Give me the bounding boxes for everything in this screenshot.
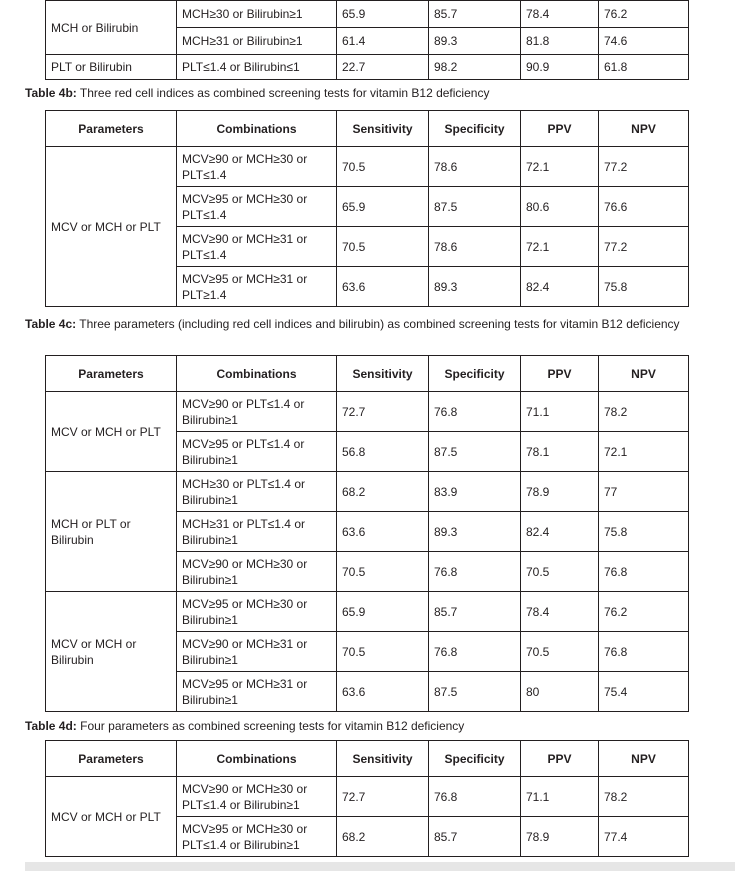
specificity-cell: 87.5 — [429, 187, 521, 227]
specificity-cell: 76.8 — [429, 632, 521, 672]
table-row — [46, 147, 689, 187]
combination-cell: MCV≥95 or MCH≥30 or Bilirubin≥1 — [177, 592, 337, 632]
sensitivity-cell: 61.4 — [337, 28, 429, 55]
column-header: NPV — [599, 111, 689, 147]
sensitivity-cell: 70.5 — [337, 552, 429, 592]
column-header: PPV — [521, 356, 599, 392]
combination-cell: MCV≥90 or MCH≥31 or Bilirubin≥1 — [177, 632, 337, 672]
column-header: PPV — [521, 741, 599, 777]
table-row — [46, 1, 689, 28]
parameter-cell: MCV or MCH or PLT — [46, 147, 177, 307]
npv-cell: 61.8 — [599, 55, 689, 80]
caption-text: Three parameters (including red cell indices and bilirubin) as combined screening tests for vitamin B12 deficiency — [76, 317, 680, 331]
npv-cell: 77.4 — [599, 817, 689, 857]
column-header: Parameters — [46, 111, 177, 147]
table-header-row — [46, 111, 689, 147]
parameter-cell: PLT or Bilirubin — [46, 55, 177, 80]
specificity-cell: 76.8 — [429, 777, 521, 817]
npv-cell: 78.2 — [599, 392, 689, 432]
specificity-cell: 78.6 — [429, 147, 521, 187]
column-header: Specificity — [429, 741, 521, 777]
npv-cell: 74.6 — [599, 28, 689, 55]
sensitivity-cell: 63.6 — [337, 512, 429, 552]
table-row — [46, 55, 689, 80]
ppv-cell: 80 — [521, 672, 599, 712]
ppv-cell: 90.9 — [521, 55, 599, 80]
column-header: Combinations — [177, 356, 337, 392]
sensitivity-cell: 68.2 — [337, 817, 429, 857]
sensitivity-cell: 70.5 — [337, 147, 429, 187]
column-header: Parameters — [46, 356, 177, 392]
specificity-cell: 85.7 — [429, 1, 521, 28]
parameter-cell: MCV or MCH or PLT — [46, 777, 177, 857]
combination-cell: MCV≥90 or MCH≥30 or Bilirubin≥1 — [177, 552, 337, 592]
table-4b — [45, 110, 689, 307]
ppv-cell: 70.5 — [521, 552, 599, 592]
specificity-cell: 76.8 — [429, 552, 521, 592]
caption-label: Table 4c: — [25, 317, 77, 331]
table-row — [46, 392, 689, 432]
combination-cell: MCV≥90 or MCH≥31 or PLT≤1.4 — [177, 227, 337, 267]
table-4b-caption — [25, 85, 715, 101]
npv-cell: 77.2 — [599, 147, 689, 187]
combination-cell: MCV≥95 or PLT≤1.4 or Bilirubin≥1 — [177, 432, 337, 472]
parameter-cell: MCH or PLT or Bilirubin — [46, 472, 177, 592]
combination-cell: MCV≥95 or MCH≥31 or Bilirubin≥1 — [177, 672, 337, 712]
sensitivity-cell: 22.7 — [337, 55, 429, 80]
sensitivity-cell: 70.5 — [337, 632, 429, 672]
column-header: Sensitivity — [337, 356, 429, 392]
ppv-cell: 71.1 — [521, 392, 599, 432]
ppv-cell: 78.9 — [521, 817, 599, 857]
column-header: Sensitivity — [337, 111, 429, 147]
combination-cell: MCV≥90 or MCH≥30 or PLT≤1.4 — [177, 147, 337, 187]
ppv-cell: 78.9 — [521, 472, 599, 512]
parameter-cell: MCV or MCH or Bilirubin — [46, 592, 177, 712]
table-row — [46, 777, 689, 817]
sensitivity-cell: 63.6 — [337, 672, 429, 712]
column-header: Specificity — [429, 356, 521, 392]
specificity-cell: 87.5 — [429, 672, 521, 712]
parameter-cell: MCH or Bilirubin — [46, 1, 177, 55]
ppv-cell: 78.4 — [521, 1, 599, 28]
ppv-cell: 71.1 — [521, 777, 599, 817]
sensitivity-cell: 70.5 — [337, 227, 429, 267]
sensitivity-cell: 63.6 — [337, 267, 429, 307]
column-header: Specificity — [429, 111, 521, 147]
page-bottom-bar — [25, 862, 735, 871]
npv-cell: 76.8 — [599, 552, 689, 592]
sensitivity-cell: 68.2 — [337, 472, 429, 512]
ppv-cell: 78.1 — [521, 432, 599, 472]
table-4c-caption — [25, 316, 715, 332]
caption-text: Four parameters as combined screening tests for vitamin B12 deficiency — [76, 719, 465, 733]
combination-cell: MCH≥30 or Bilirubin≥1 — [177, 1, 337, 28]
combination-cell: MCH≥30 or PLT≤1.4 or Bilirubin≥1 — [177, 472, 337, 512]
ppv-cell: 80.6 — [521, 187, 599, 227]
ppv-cell: 70.5 — [521, 632, 599, 672]
specificity-cell: 85.7 — [429, 817, 521, 857]
column-header: Sensitivity — [337, 741, 429, 777]
npv-cell: 75.8 — [599, 512, 689, 552]
table-header-row — [46, 356, 689, 392]
caption-label: Table 4d: — [25, 719, 77, 733]
ppv-cell: 82.4 — [521, 267, 599, 307]
specificity-cell: 89.3 — [429, 28, 521, 55]
sensitivity-cell: 56.8 — [337, 432, 429, 472]
column-header: NPV — [599, 741, 689, 777]
npv-cell: 76.8 — [599, 632, 689, 672]
npv-cell: 78.2 — [599, 777, 689, 817]
npv-cell: 76.2 — [599, 592, 689, 632]
sensitivity-cell: 65.9 — [337, 592, 429, 632]
combination-cell: MCV≥95 or MCH≥30 or PLT≤1.4 — [177, 187, 337, 227]
table-4a-continuation — [45, 0, 689, 80]
column-header: PPV — [521, 111, 599, 147]
table-4d-caption — [25, 718, 715, 734]
caption-text: Three red cell indices as combined screening tests for vitamin B12 deficiency — [76, 86, 490, 100]
specificity-cell: 89.3 — [429, 267, 521, 307]
ppv-cell: 72.1 — [521, 147, 599, 187]
table-4c — [45, 355, 689, 712]
sensitivity-cell: 72.7 — [337, 392, 429, 432]
combination-cell: MCV≥90 or PLT≤1.4 or Bilirubin≥1 — [177, 392, 337, 432]
table-4d — [45, 740, 689, 857]
sensitivity-cell: 65.9 — [337, 1, 429, 28]
table-header-row — [46, 741, 689, 777]
sensitivity-cell: 72.7 — [337, 777, 429, 817]
column-header: Combinations — [177, 741, 337, 777]
npv-cell: 72.1 — [599, 432, 689, 472]
sensitivity-cell: 65.9 — [337, 187, 429, 227]
combination-cell: MCH≥31 or Bilirubin≥1 — [177, 28, 337, 55]
combination-cell: MCV≥90 or MCH≥30 or PLT≤1.4 or Bilirubin≥1 — [177, 777, 337, 817]
parameter-cell: MCV or MCH or PLT — [46, 392, 177, 472]
column-header: NPV — [599, 356, 689, 392]
ppv-cell: 78.4 — [521, 592, 599, 632]
specificity-cell: 78.6 — [429, 227, 521, 267]
column-header: Parameters — [46, 741, 177, 777]
ppv-cell: 82.4 — [521, 512, 599, 552]
caption-label: Table 4b: — [25, 86, 77, 100]
specificity-cell: 83.9 — [429, 472, 521, 512]
specificity-cell: 76.8 — [429, 392, 521, 432]
ppv-cell: 72.1 — [521, 227, 599, 267]
specificity-cell: 98.2 — [429, 55, 521, 80]
table-row — [46, 472, 689, 512]
combination-cell: MCV≥95 or MCH≥30 or PLT≤1.4 or Bilirubin≥1 — [177, 817, 337, 857]
npv-cell: 75.4 — [599, 672, 689, 712]
npv-cell: 75.8 — [599, 267, 689, 307]
table-row — [46, 592, 689, 632]
column-header: Combinations — [177, 111, 337, 147]
combination-cell: MCH≥31 or PLT≤1.4 or Bilirubin≥1 — [177, 512, 337, 552]
specificity-cell: 87.5 — [429, 432, 521, 472]
combination-cell: MCV≥95 or MCH≥31 or PLT≥1.4 — [177, 267, 337, 307]
specificity-cell: 89.3 — [429, 512, 521, 552]
combination-cell: PLT≤1.4 or Bilirubin≤1 — [177, 55, 337, 80]
specificity-cell: 85.7 — [429, 592, 521, 632]
npv-cell: 76.6 — [599, 187, 689, 227]
npv-cell: 76.2 — [599, 1, 689, 28]
npv-cell: 77 — [599, 472, 689, 512]
npv-cell: 77.2 — [599, 227, 689, 267]
ppv-cell: 81.8 — [521, 28, 599, 55]
